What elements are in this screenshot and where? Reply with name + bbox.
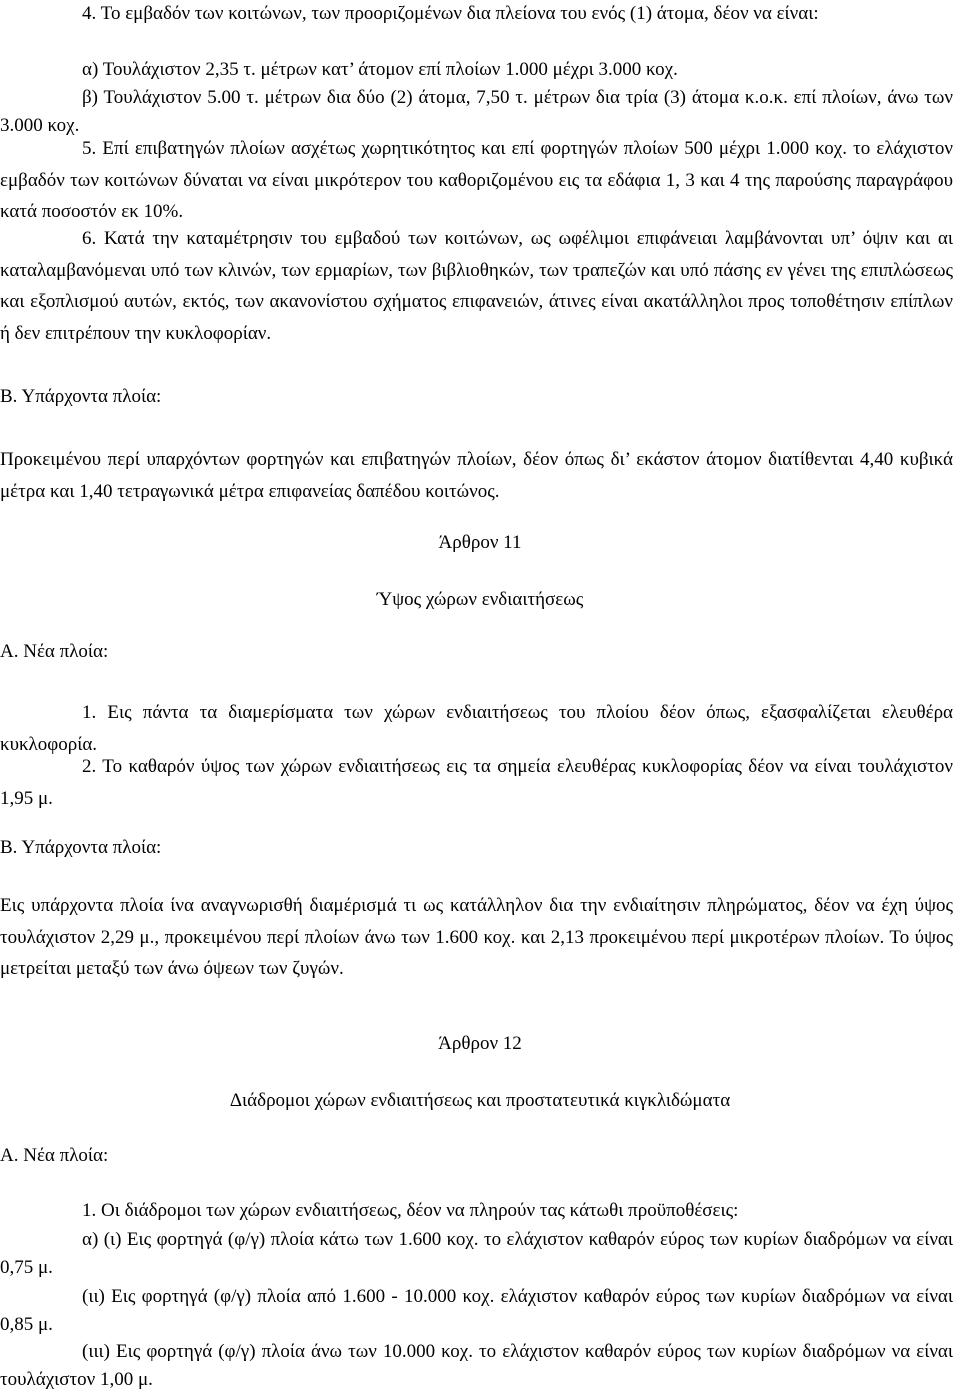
article-11-item-1: 1. Εις πάντα τα διαμερίσματα των χώρων ενδιαιτήσεως του πλοίου δέον όπως, εξασφαλίζεται ελευθέρα κυκλοφορία. xyxy=(0,702,953,755)
article-11-item-2: 2. Το καθαρόν ύψος των χώρων ενδιαιτήσεως εις τα σημεία ελευθέρας κυκλοφορίας δέον να είναι τουλάχιστον 1,95 μ. xyxy=(0,756,953,809)
existing-ships-heading: Β. Υπάρχοντα πλοία: xyxy=(0,386,162,407)
article-11-title: Ύψος χώρων ενδιαιτήσεως xyxy=(376,589,584,610)
existing-ships-text: Προκειμένου περί υπαρχόντων φορτηγών και επιβατηγών πλοίων, δέον όπως δι’ εκάστον άτομον διατίθενται 4,40 κυβικά μέτρα και 1,40 τετραγωνικά μέτρα επιφανείας δαπέδου κοιτώνος. xyxy=(0,449,953,502)
paragraph-4-intro: 4. Το εμβαδόν των κοιτώνων, των προοριζομένων δια πλείονα του ενός (1) άτομα, δέον να είναι: xyxy=(82,3,819,24)
article-12-title: Διάδρομοι χώρων ενδιαιτήσεως και προστατευτικά κιγκλιδώματα xyxy=(229,1090,731,1111)
paragraph-6: 6. Κατά την καταμέτρησιν του εμβαδού των κοιτώνων, ως ωφέλιμοι επιφάνειαι λαμβάνονται υπ’ όψιν και αι καταλαμβανόμεναι υπό των κλινών, των ερμαρίων, των βιβλιοθηκών, των τραπεζών και υπό πάσης εν γένει της επιπλώσεως και εξοπλισμού αυτών, εκτός, των ακανονίστου σχήματος επιφανειών, άτινες είναι ακατάλληλοι προς τοποθέτησιν επίπλων ή δεν επιτρέπουν την κυκλοφορίαν. xyxy=(0,228,953,344)
article-11-number: Άρθρον 11 xyxy=(438,532,522,553)
article-12-new-ships-heading: Α. Νέα πλοία: xyxy=(0,1145,109,1166)
article-12-sub-ii: (ιι) Εις φορτηγά (φ/γ) πλοία από 1.600 - 10.000 κοχ. ελάχιστον καθαρόν εύρος των κυρίων διαδρόμων να είναι 0,85 μ. xyxy=(0,1286,953,1335)
article-12-sub-iii: (ιιι) Εις φορτηγά (φ/γ) πλοία άνω των 10.000 κοχ. το ελάχιστον καθαρόν εύρος των κυρίων διαδρόμων να είναι τουλάχιστον 1,00 μ. xyxy=(0,1341,953,1390)
article-12-number: Άρθρον 12 xyxy=(438,1033,522,1054)
article-12-sub-i: α) (ι) Εις φορτηγά (φ/γ) πλοία κάτω των 1.600 κοχ. το ελάχιστον καθαρόν εύρος των κυρίων διαδρόμων να είναι 0,75 μ. xyxy=(0,1229,953,1278)
article-12-item-1: 1. Οι διάδρομοι των χώρων ενδιαιτήσεως, δέον να πληρούν τας κάτωθι προϋποθέσεις: xyxy=(82,1200,739,1221)
article-11-new-ships-heading: Α. Νέα πλοία: xyxy=(0,641,109,662)
paragraph-4-beta: β) Τουλάχιστον 5.00 τ. μέτρων δια δύο (2) άτομα, 7,50 τ. μέτρων δια τρία (3) άτομα κ.ο.κ. επί πλοίων, άνω των 3.000 κοχ. xyxy=(0,87,953,136)
paragraph-5: 5. Επί επιβατηγών πλοίων ασχέτως χωρητικότητος και επί φορτηγών πλοίων 500 μέχρι 1.000 κοχ. το ελάχιστον εμβαδόν των κοιτώνων δύναται να είναι μικρότερον του καθοριζομένου εις τα εδάφια 1, 3 και 4 της παρούσης παραγράφου κατά ποσοστόν εκ 10%. xyxy=(0,138,953,222)
article-11-existing-ships-heading: Β. Υπάρχοντα πλοία: xyxy=(0,837,162,858)
article-11-existing-ships-text: Εις υπάρχοντα πλοία ίνα αναγνωρισθή διαμέρισμά τι ως κατάλληλον δια την ενδιαίτησιν πληρώματος, δέον να έχη ύψος τουλάχιστον 2,29 μ., προκειμένου περί πλοίων άνω των 1.600 κοχ. και 2,13 προκειμένου περί μικροτέρων πλοίων. Το ύψος μετρείται μεταξύ των άνω όψεων των ζυγών. xyxy=(0,895,953,979)
paragraph-4-alpha: α) Τουλάχιστον 2,35 τ. μέτρων κατ’ άτομον επί πλοίων 1.000 μέχρι 3.000 κοχ. xyxy=(82,59,678,80)
